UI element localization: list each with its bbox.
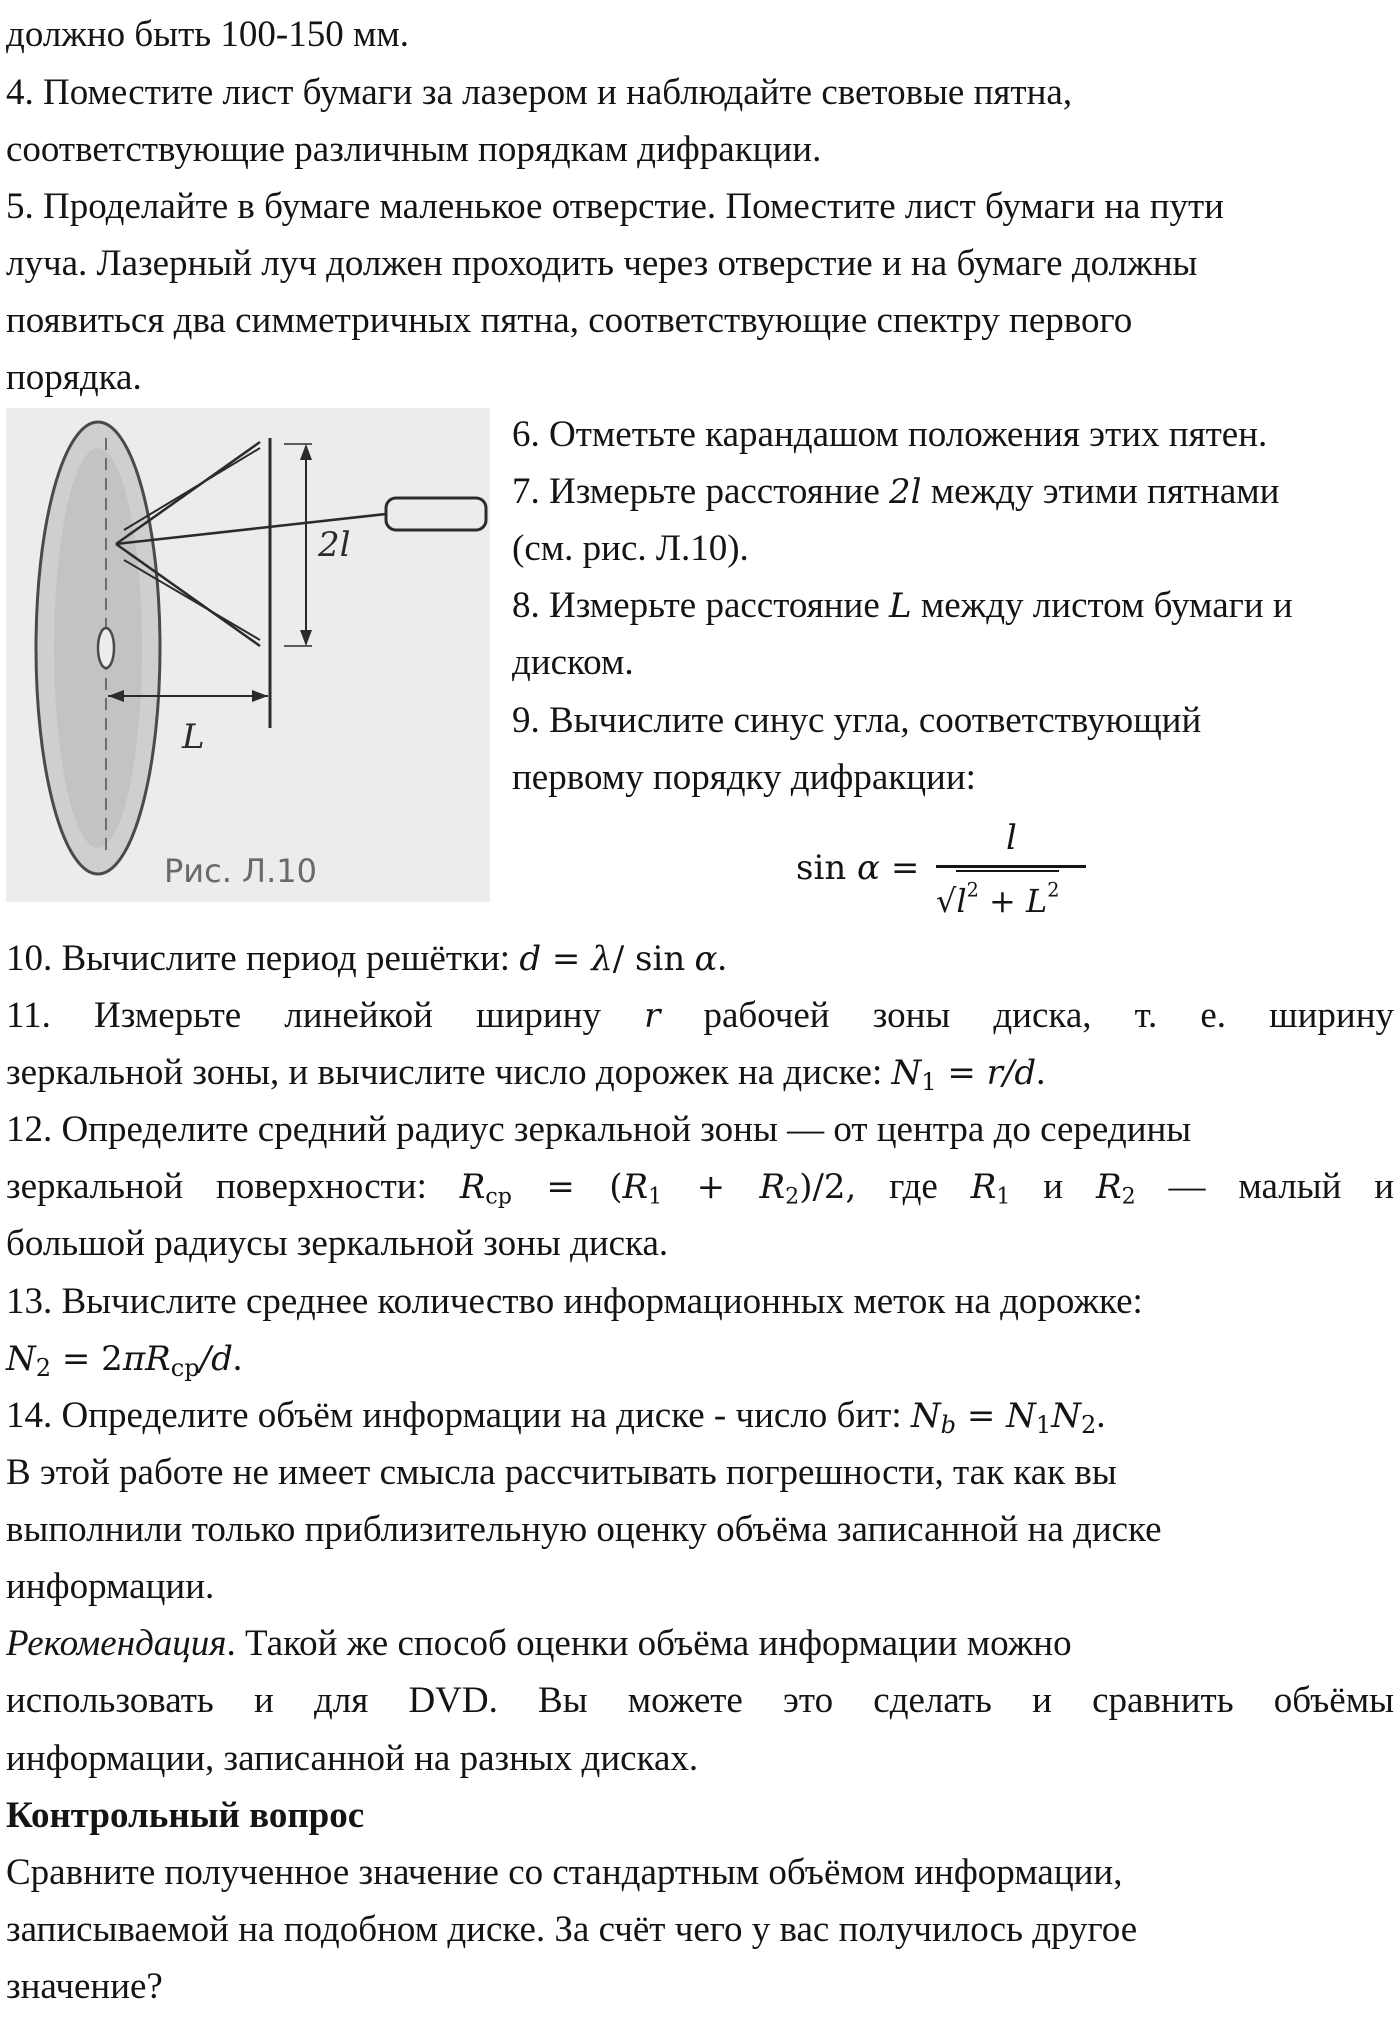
document-page — [6, 0, 1394, 2027]
den-L: L — [1026, 882, 1048, 920]
var-R: R — [970, 1167, 997, 1207]
var-R: R — [1095, 1167, 1122, 1207]
var-L: L — [889, 586, 912, 626]
var-pi: π — [122, 1339, 146, 1379]
arrow-right-icon — [252, 690, 268, 702]
expr-r-d: r/d — [986, 1053, 1037, 1093]
step-6: 6. Отметьте карандашом положения этих пятен. — [512, 414, 1268, 455]
step-7-text: 7. Измерьте расстояние — [512, 471, 889, 512]
formula-numerator: l — [1006, 818, 1017, 858]
var-r: r — [644, 996, 661, 1036]
control-question-line-1: Сравните полученное значение со стандартным объёмом информации, — [6, 1852, 1123, 1893]
sub-2: 2 — [1121, 1183, 1136, 1210]
radicand — [956, 870, 1059, 930]
step-8-text-2: между листом бумаги и — [911, 585, 1293, 626]
recommendation-line-2: использовать и для DVD. Вы можете это сделать и сравнить объёмы — [6, 1680, 1394, 1721]
sub-cp: ср — [485, 1183, 512, 1210]
figure-disc-diffraction — [6, 408, 490, 902]
var-alpha: α — [857, 848, 881, 888]
arrow-up-icon — [300, 444, 312, 460]
closing-line-2: выполнили только приблизительную оценку объёма записанной на диске — [6, 1509, 1162, 1550]
var-R2: R — [759, 1167, 786, 1207]
var-N1: N — [891, 1053, 922, 1093]
period: . — [717, 938, 727, 979]
diffraction-diagram — [6, 408, 490, 902]
period: . — [232, 1338, 243, 1379]
var-R2-ref — [1095, 1167, 1136, 1210]
closing-line-3: информации. — [6, 1566, 215, 1607]
step-9-line-2: первому порядку дифракции: — [512, 757, 976, 798]
exp-2a: 2 — [966, 878, 979, 902]
step-9-line-1: 9. Вычислите синус угла, соответствующий — [512, 700, 1202, 741]
step-12-line-2 — [6, 1158, 1394, 1216]
eq: = — [541, 939, 592, 979]
control-question-line-2: записываемой на подобном диске. За счёт чего у вас получилось другое — [6, 1909, 1138, 1950]
var-R1: R — [622, 1167, 649, 1207]
word-small: малый — [1238, 1166, 1342, 1207]
step-11-text-3: зеркальной зоны, и вычислите число дорожек на диске: — [6, 1052, 892, 1093]
sub-b: b — [940, 1411, 957, 1439]
step-8-text: 8. Измерьте расстояние — [512, 585, 889, 626]
step-5-line-4: порядка. — [6, 357, 142, 398]
step-7-line-1 — [512, 463, 1279, 521]
step-11-text: 11. Измерьте линейкой ширину — [6, 995, 601, 1036]
step-8-line-2: диском. — [512, 642, 634, 683]
step-10 — [6, 930, 727, 988]
exp-2b: 2 — [1047, 878, 1060, 902]
eq: = — [936, 1053, 987, 1093]
label-2l: 2l — [318, 525, 351, 565]
var-d: d — [519, 939, 542, 979]
expr-d: /d — [199, 1339, 233, 1379]
step-11-line-1 — [6, 987, 1394, 1045]
step-5-line-1: 5. Проделайте в бумаге маленькое отверстие. Поместите лист бумаги на пути — [6, 186, 1224, 227]
var-lambda: λ — [591, 939, 613, 979]
plus-sign: + — [978, 882, 1026, 920]
recommendation-line-3: информации, записанной на разных дисках. — [6, 1738, 699, 1779]
control-heading: Контрольный вопрос — [6, 1795, 365, 1836]
var-R: R — [145, 1339, 171, 1379]
sub-1: 1 — [921, 1068, 937, 1096]
sqrt-icon: √ — [936, 882, 957, 920]
equals-sign: = — [880, 848, 920, 888]
step-8-line-1 — [512, 577, 1293, 635]
disc-hole — [98, 628, 114, 668]
recommendation-label: Рекомендация — [6, 1623, 227, 1664]
slash: / — [612, 939, 636, 979]
fraction-bar — [936, 865, 1086, 868]
closing-line-1: В этой работе не имеет смысла рассчитывать погрешности, так как вы — [6, 1452, 1117, 1493]
sub-1: 1 — [1035, 1411, 1052, 1439]
var-2l: 2l — [889, 472, 922, 512]
step-14-text: 14. Определите объём информации на диске - число бит: — [6, 1395, 911, 1436]
text-line: должно быть 100-150 мм. — [6, 14, 410, 55]
step-13-line-2 — [6, 1330, 242, 1388]
den-l: l — [956, 882, 967, 920]
formula-lhs — [796, 840, 919, 897]
plus: + — [662, 1167, 760, 1207]
step-11-text-2: рабочей зоны диска, т. е. ширину — [703, 995, 1395, 1036]
step-12-line-1: 12. Определите средний радиус зеркальной зоны — от центра до середины — [6, 1109, 1192, 1150]
sub-cp: ср — [170, 1354, 200, 1382]
sub-2: 2 — [1080, 1411, 1097, 1439]
and: и — [1043, 1166, 1064, 1207]
dash: — — [1168, 1166, 1206, 1207]
label-L: L — [182, 717, 205, 757]
var-Nb: N — [910, 1396, 941, 1436]
control-question-line-3: значение? — [6, 1966, 163, 2007]
where: где — [889, 1166, 938, 1207]
period: . — [1096, 1395, 1106, 1436]
step-14 — [6, 1387, 1106, 1445]
arrow-down-icon — [300, 630, 312, 646]
step-5-line-2: луча. Лазерный луч должен проходить через отверстие и на бумаге должны — [6, 243, 1198, 284]
var-alpha: α — [694, 939, 718, 979]
eq: = 2 — [51, 1339, 123, 1379]
sub-1: 1 — [648, 1183, 663, 1210]
step-11-line-2 — [6, 1044, 1045, 1102]
step-7-line-2: (см. рис. Л.10). — [512, 528, 749, 569]
figure-caption: Рис. Л.10 — [164, 852, 317, 890]
step-10-text: 10. Вычислите период решётки: — [6, 938, 520, 979]
step-13-line-1: 13. Вычислите среднее количество информационных меток на дорожке: — [6, 1281, 1143, 1322]
step-4-line-2: соответствующие различным порядкам дифракции. — [6, 129, 822, 170]
step-5-line-3: появиться два симметричных пятна, соответствующие спектру первого — [6, 300, 1133, 341]
eq: = — [956, 1396, 1007, 1436]
ray-upper-2 — [124, 448, 260, 530]
recommendation-line-1 — [6, 1615, 1072, 1672]
sub-1: 1 — [996, 1183, 1011, 1210]
var-R1-ref — [970, 1167, 1011, 1210]
var-R: R — [459, 1167, 486, 1207]
var-N2: N — [6, 1339, 36, 1379]
step-4-line-1: 4. Поместите лист бумаги за лазером и наблюдайте световые пятна, — [6, 72, 1073, 113]
var-N1: N — [1006, 1396, 1036, 1436]
sub-2: 2 — [35, 1354, 52, 1382]
formula-rcp — [459, 1167, 857, 1210]
sin-func: sin — [635, 939, 686, 979]
formula-sin-alpha — [796, 810, 1096, 920]
close: )/2, — [799, 1167, 857, 1207]
period: . — [1036, 1052, 1046, 1093]
and: и — [1374, 1166, 1395, 1207]
var-N2: N — [1051, 1396, 1081, 1436]
recommendation-text: . Такой же способ оценки объёма информации можно — [226, 1623, 1072, 1664]
sin-func: sin — [796, 848, 847, 888]
formula-denominator — [936, 870, 1059, 930]
laser-pointer — [386, 498, 486, 530]
step-12-text: зеркальной поверхности: — [6, 1166, 427, 1207]
eq: = ( — [511, 1167, 623, 1207]
step-7-text-2: между этими пятнами — [921, 471, 1280, 512]
sub-2: 2 — [785, 1183, 800, 1210]
step-12-line-3: большой радиусы зеркальной зоны диска. — [6, 1223, 669, 1264]
